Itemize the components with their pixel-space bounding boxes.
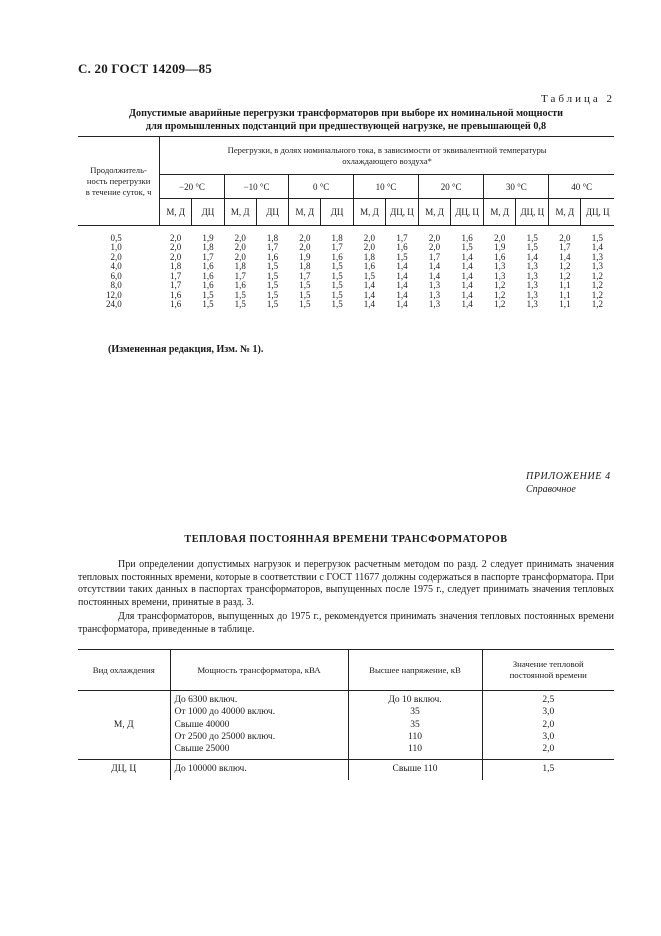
overload-cell: 1,7 — [396, 232, 408, 243]
section-title: ТЕПЛОВАЯ ПОСТОЯННАЯ ВРЕМЕНИ ТРАНСФОРМАТОРОВ — [184, 534, 508, 545]
appendix-title: ПРИЛОЖЕНИЕ 4 — [526, 471, 611, 482]
power-cell: От 2500 до 25000 включ. — [174, 731, 276, 742]
overload-cell: 1,6 — [331, 251, 343, 262]
overload-cell: 1,5 — [202, 299, 214, 309]
overload-cell: 1,3 — [428, 299, 441, 309]
cooling-subheader: ДЦ, Ц — [451, 199, 484, 226]
temperature-header: 30 °С — [484, 175, 549, 199]
cooling-subheader: ДЦ — [321, 199, 354, 226]
power-header: Мощность трансформатора, кВА — [170, 650, 348, 691]
overload-cell: 1,8 — [234, 261, 246, 271]
overload-cell: 1,4 — [363, 289, 376, 300]
overload-cell: 2,0 — [234, 242, 246, 252]
overload-cell: 2,0 — [299, 232, 311, 243]
cooling-subheader: М, Д — [160, 199, 192, 226]
overload-cell: 1,3 — [428, 289, 441, 300]
time-constant-table — [78, 649, 614, 780]
time-constant-header: Значение тепловой постоянной времени — [482, 650, 614, 691]
paragraph-2: Для трансформаторов, выпущенных до 1975 г., рекомендуется принимать значения тепловых постоянных времени трансформатора, приведенные в таблице. — [78, 611, 614, 635]
overload-cell: 1,3 — [591, 251, 604, 262]
cooling-subheader: М, Д — [419, 199, 451, 226]
duration-cell: 4,0 — [110, 261, 122, 271]
overload-cell: 1,4 — [526, 251, 538, 262]
overload-cell: 1,2 — [494, 289, 506, 300]
overload-cell: 1,5 — [266, 299, 279, 309]
cooling-subheader: М, Д — [549, 199, 581, 226]
table-title-line: для промышленных подстанций при предшествующей нагрузке, не превышающей 0,8 — [145, 120, 547, 132]
power-cell-group — [170, 691, 348, 760]
overload-cell: 1,4 — [396, 270, 408, 281]
table-row — [78, 300, 614, 310]
overload-cell: 1,5 — [299, 280, 311, 290]
overload-cell: 2,0 — [428, 242, 441, 252]
power-cell: До 100000 включ. — [174, 764, 247, 775]
overload-cell: 1,1 — [559, 289, 571, 300]
time-constant-cell: 2,0 — [542, 744, 555, 755]
overload-cell: 1,4 — [396, 280, 408, 290]
overload-cell: 1,5 — [526, 232, 538, 243]
overload-cell: 1,4 — [461, 251, 473, 262]
overload-cell: 1,3 — [526, 280, 538, 290]
overload-cell: 1,6 — [234, 280, 246, 290]
overload-cell: 1,2 — [559, 270, 571, 281]
overload-cell: 1,2 — [591, 299, 604, 309]
overload-cell: 1,7 — [170, 280, 182, 290]
time-constant-cell-group — [482, 760, 614, 780]
overload-cell: 1,9 — [299, 251, 311, 262]
overload-cell: 2,0 — [170, 251, 182, 262]
overload-cell: 1,6 — [170, 289, 182, 300]
overload-cell: 1,7 — [266, 242, 279, 252]
overload-cell: 1,5 — [234, 299, 246, 309]
overload-group-header: Перегрузки, в долях номинального тока, в зависимости от эквивалентной температуры охлаждающего воздуха* — [160, 137, 614, 175]
overload-cell: 1,5 — [202, 289, 214, 300]
page-header: С. 20 ГОСТ 14209—85 — [78, 61, 212, 76]
overload-cell: 1,7 — [299, 270, 311, 281]
overload-cell: 1,3 — [526, 289, 538, 300]
temperature-header: 10 °С — [353, 175, 418, 199]
overload-cell: 1,7 — [234, 270, 246, 281]
cooling-subheader: М, Д — [224, 199, 256, 226]
cooling-subheader: ДЦ — [256, 199, 289, 226]
voltage-cell: 35 — [410, 719, 420, 730]
overload-cell: 1,5 — [396, 251, 408, 262]
overload-cell: 2,0 — [428, 232, 441, 243]
overload-cell: 2,0 — [363, 232, 376, 243]
overload-cell: 1,4 — [396, 299, 408, 309]
overload-cell: 1,5 — [591, 232, 604, 243]
overload-cell: 1,7 — [202, 251, 214, 262]
overload-cell: 1,4 — [428, 270, 441, 281]
overload-cell: 1,2 — [591, 289, 604, 300]
table-row — [78, 760, 614, 780]
voltage-cell-group — [348, 760, 482, 780]
duration-cell: 1,0 — [110, 242, 122, 252]
cooling-subheader: ДЦ — [192, 199, 225, 226]
overload-cell: 2,0 — [299, 242, 311, 252]
time-constant-cell: 3,0 — [542, 731, 555, 742]
time-constant-cell: 3,0 — [542, 707, 555, 718]
duration-header: Продолжитель- ность перегрузки в течение суток, ч — [78, 137, 160, 226]
overload-cell: 1,4 — [461, 289, 473, 300]
overload-cell: 1,6 — [170, 299, 182, 309]
overload-cell: 1,5 — [363, 270, 376, 281]
overload-cell: 1,3 — [526, 261, 538, 271]
duration-cell: 8,0 — [110, 280, 122, 290]
time-constant-cell: 2,5 — [542, 695, 555, 705]
table-row — [78, 691, 614, 760]
cooling-subheader: ДЦ, Ц — [516, 199, 549, 226]
overload-cell: 1,3 — [428, 280, 441, 290]
overload-cell: 1,5 — [331, 289, 343, 300]
overload-cell: 1,5 — [299, 299, 311, 309]
overload-cell: 1,2 — [591, 270, 604, 281]
overload-cell: 1,5 — [234, 289, 246, 300]
overload-cell: 1,5 — [331, 299, 343, 309]
overload-cell: 1,5 — [266, 261, 279, 271]
overload-cell: 1,2 — [591, 280, 604, 290]
cooling-subheader: ДЦ, Ц — [385, 199, 418, 226]
overload-cell: 2,0 — [170, 232, 182, 243]
voltage-header: Высшее напряжение, кВ — [348, 650, 482, 691]
duration-cell: 24,0 — [105, 299, 122, 309]
overload-cell: 1,5 — [266, 280, 279, 290]
cooling-type-cell: ДЦ, Ц — [78, 760, 170, 780]
power-cell: Свыше 40000 — [174, 719, 230, 730]
voltage-cell: 35 — [410, 707, 420, 718]
overload-table — [78, 136, 614, 310]
table-label: Таблица 2 — [541, 93, 616, 105]
power-cell: От 1000 до 40000 включ. — [174, 707, 276, 718]
overload-cell: 1,7 — [428, 251, 441, 262]
overload-cell: 1,6 — [396, 242, 408, 252]
overload-cell: 1,9 — [494, 242, 506, 252]
overload-cell: 2,0 — [234, 251, 246, 262]
voltage-cell: 110 — [408, 731, 422, 742]
overload-cell: 1,7 — [170, 270, 182, 281]
temperature-header: −10 °С — [224, 175, 289, 199]
overload-cell: 1,3 — [494, 270, 506, 281]
appendix-subtitle: Справочное — [526, 484, 576, 495]
overload-cell: 1,2 — [494, 299, 506, 309]
overload-cell: 1,5 — [331, 261, 343, 271]
overload-cell: 1,3 — [526, 299, 538, 309]
time-constant-cell: 2,0 — [542, 719, 555, 730]
overload-cell: 1,4 — [461, 261, 473, 271]
power-cell-group — [170, 760, 348, 780]
temperature-header: 0 °С — [289, 175, 354, 199]
overload-cell: 1,7 — [331, 242, 343, 252]
overload-cell: 1,8 — [170, 261, 182, 271]
duration-cell: 2,0 — [110, 251, 122, 262]
overload-cell: 1,5 — [331, 280, 343, 290]
overload-cell: 1,4 — [363, 299, 376, 309]
overload-cell: 1,1 — [559, 280, 571, 290]
voltage-cell: До 10 включ. — [388, 695, 442, 705]
revision-note: (Измененная редакция, Изм. № 1). — [108, 344, 264, 355]
cooling-subheader: М, Д — [289, 199, 321, 226]
overload-cell: 1,6 — [494, 251, 506, 262]
overload-cell: 1,4 — [461, 270, 473, 281]
cooling-subheader: М, Д — [484, 199, 516, 226]
overload-cell: 1,6 — [363, 261, 376, 271]
temperature-header: 40 °С — [549, 175, 614, 199]
overload-cell: 1,4 — [396, 261, 408, 271]
overload-cell: 1,6 — [202, 270, 214, 281]
overload-cell: 1,5 — [461, 242, 473, 252]
overload-cell: 1,8 — [202, 242, 214, 252]
temperature-header: 20 °С — [419, 175, 484, 199]
overload-cell: 1,2 — [494, 280, 506, 290]
overload-cell: 1,6 — [461, 232, 473, 243]
overload-cell: 1,3 — [494, 261, 506, 271]
cooling-type-cell: М, Д — [113, 719, 134, 730]
overload-cell: 1,6 — [266, 251, 279, 262]
overload-cell: 1,5 — [266, 289, 279, 300]
cooling-subheader: ДЦ, Ц — [581, 199, 614, 226]
overload-cell: 1,4 — [363, 280, 376, 290]
overload-cell: 1,4 — [591, 242, 604, 252]
overload-cell: 1,4 — [428, 261, 441, 271]
overload-cell: 1,6 — [202, 280, 214, 290]
time-constant-cell: 1,5 — [542, 764, 555, 775]
voltage-cell-group — [348, 691, 482, 760]
overload-cell: 2,0 — [494, 232, 506, 243]
overload-cell: 1,3 — [591, 261, 604, 271]
overload-cell: 1,4 — [461, 299, 473, 309]
duration-cell: 6,0 — [110, 270, 122, 281]
overload-cell: 1,1 — [559, 299, 571, 309]
overload-cell: 1,5 — [299, 289, 311, 300]
overload-cell: 1,4 — [559, 251, 571, 262]
overload-cell: 1,9 — [202, 232, 214, 243]
cooling-type-header: Вид охлаждения — [92, 664, 155, 675]
overload-cell: 2,0 — [559, 232, 571, 243]
overload-cell: 1,2 — [559, 261, 571, 271]
overload-cell: 1,8 — [331, 232, 343, 243]
cooling-subheader: М, Д — [353, 199, 385, 226]
overload-cell: 1,4 — [461, 280, 473, 290]
time-constant-cell-group — [482, 691, 614, 760]
power-cell: Свыше 25000 — [174, 744, 230, 755]
overload-cell: 1,7 — [559, 242, 571, 252]
overload-cell: 1,5 — [331, 270, 343, 281]
overload-cell: 1,5 — [266, 270, 279, 281]
table-title — [80, 108, 612, 133]
overload-cell: 1,5 — [526, 242, 538, 252]
overload-cell: 2,0 — [170, 242, 182, 252]
overload-cell: 1,8 — [363, 251, 376, 262]
overload-cell: 2,0 — [234, 232, 246, 243]
overload-cell: 1,3 — [526, 270, 538, 281]
paragraph-1: При определении допустимых нагрузок и перегрузок расчетным методом по разд. 2 следует принимать значения тепловых постоянных времени, которые в соответствии с ГОСТ 11677 должны содержаться в паспорте трансформатора. При отсутствии таких данных в паспортах трансформаторов, выпущенных после 1975 г., следует принимать значения тепловых постоянных времени, принятые в разд. 3. — [78, 559, 614, 608]
table-title-line: Допустимые аварийные перегрузки трансформаторов при выборе их номинальной мощности — [128, 108, 563, 119]
overload-cell: 2,0 — [363, 242, 376, 252]
temperature-header: −20 °С — [160, 175, 225, 199]
overload-cell: 1,6 — [202, 261, 214, 271]
power-cell: До 6300 включ. — [174, 695, 238, 705]
voltage-cell: Свыше 110 — [392, 764, 438, 775]
overload-cell: 1,8 — [266, 232, 279, 243]
duration-cell: 12,0 — [105, 289, 122, 300]
overload-cell: 1,4 — [396, 289, 408, 300]
overload-cell: 1,8 — [299, 261, 311, 271]
voltage-cell: 110 — [408, 744, 422, 755]
duration-cell: 0,5 — [110, 232, 122, 243]
